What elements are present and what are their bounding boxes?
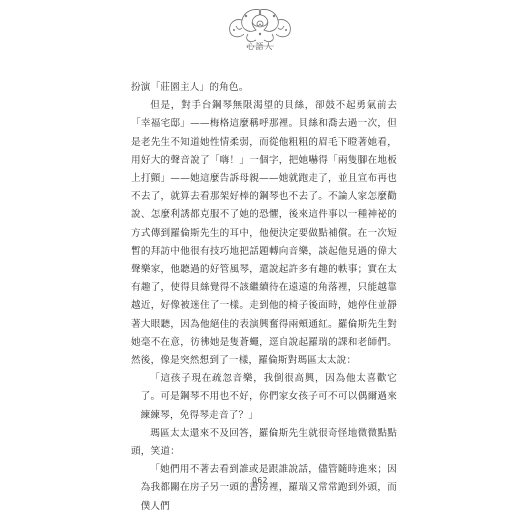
paragraph: 瑪區太太還來不及回答，羅倫斯先生就很奇怪地微微點點頭，笑道：	[131, 427, 397, 458]
body-text	[131, 79, 397, 516]
header-ornament	[222, 4, 298, 60]
running-header-title: 心語人	[246, 42, 274, 51]
page-number: 062	[252, 476, 268, 485]
quoted-dialogue: 「她們用不著去看到誰或是跟誰說話，儘管隨時進來；因為我都關在房子另一頭的書房裡，羅瑞又常常跑到外頭，而僕人們	[140, 464, 397, 512]
paragraph: 扮演「莊園主人」的角色。	[131, 82, 249, 93]
paragraph: 但是，對手台鋼琴無限渴望的貝絲，卻鼓不起勇氣前去「幸福宅邸」——梅格這麼稱呼那裡。貝絲和喬去過一次，但是老先生不知道她性情柔弱，而從他粗粗的眉毛下瞪著她看，用好大的聲音說了「嗨！」一個字，把她嚇得「兩隻腳在地板上打顫」——她這麼告訴母親——她就跑走了，並且宣布再也不去了，就算去看那架好棒的鋼琴也不去了。不論人家怎麼勸說、怎麼利誘都克服不了她的恐懼，後來這件事以一種神祕的方式傳到羅倫斯先生的耳中，他便決定要做點補償。在一次短暫的拜訪中他很有技巧地把話題轉向音樂，談起他見過的偉大聲樂家，他聽過的好管風琴，還說起許多有趣的軼事；實在太有趣了，使得貝絲覺得不該繼續待在遠遠的角落裡，只能越靠越近，好像被迷住了一樣。走到他的椅子後面時，她停住並靜著大眼聽，因為他絕佳的表演興奮得兩頰通紅。羅倫斯先生對她毫不在意，彷彿她是隻蒼蠅，逕自說起羅瑞的課和老師們。然後，像是突然想到了一樣，羅倫斯對瑪區太太說：	[131, 100, 397, 367]
quoted-dialogue: 「這孩子現在疏忽音樂，我倒很高興，因為他太喜歡它了。可是鋼琴不用也不好，你們家女孩子可不可以偶爾過來練練琴，免得琴走音了？」	[140, 373, 397, 421]
